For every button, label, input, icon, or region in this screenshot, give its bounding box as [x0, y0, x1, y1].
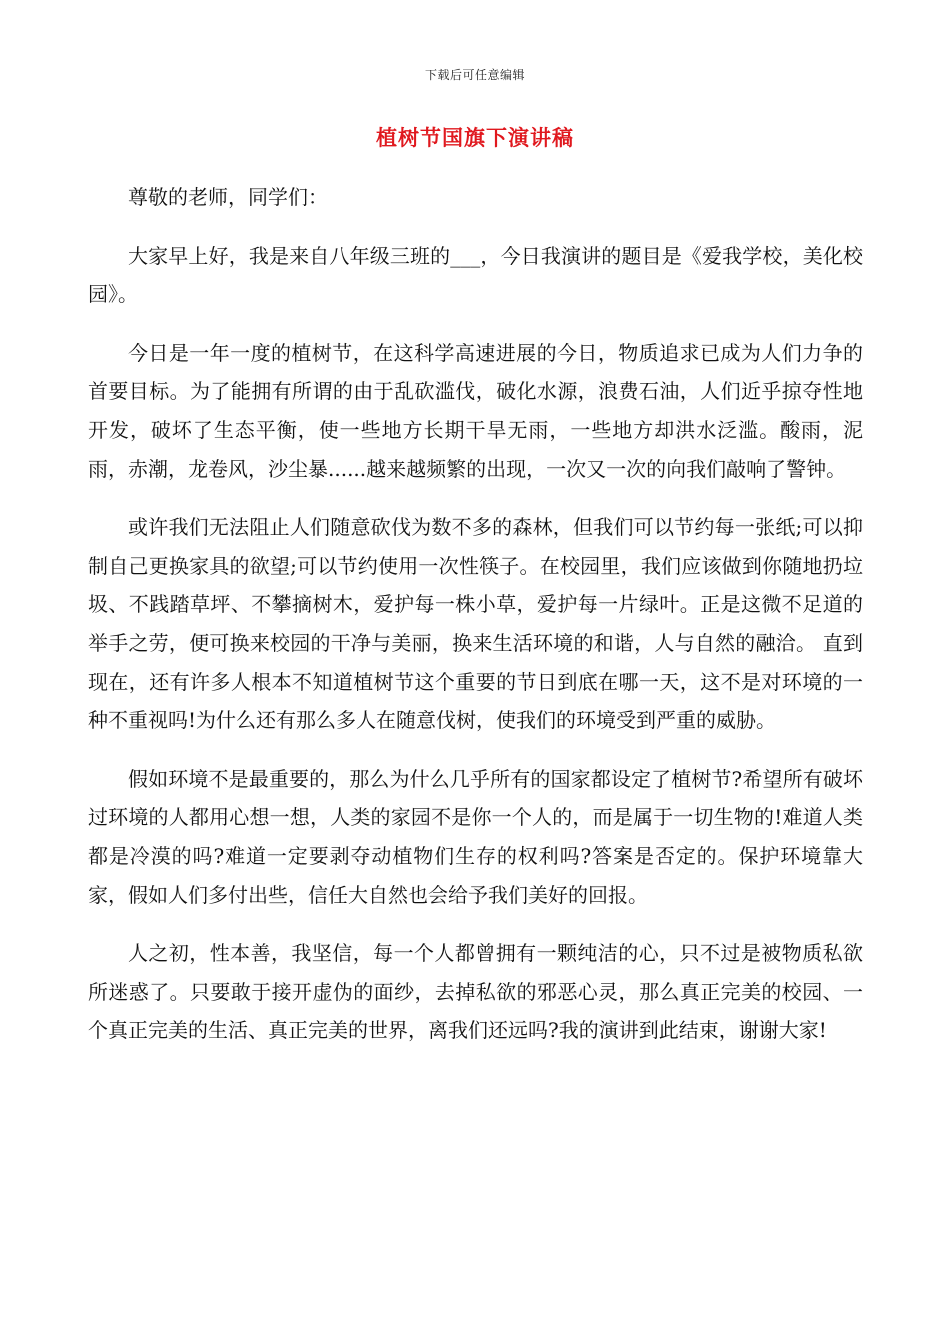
document-title: 植树节国旗下演讲稿 [376, 125, 574, 150]
paragraph-greeting: 尊敬的老师，同学们： [128, 185, 328, 209]
paragraph-environment: 今日是一年一度的植树节，在这科学高速进展的今日，物质追求已成为人们力争的首要目标。为了能拥有所谓的由于乱砍滥伐，破化水源，浪费石油，人们近乎掠夺性地开发，破坏了生态平衡，使一些地方长期干旱无雨，一些地方却洪水泛滥。酸雨，泥雨，赤潮，龙卷风，沙尘暴......越来越频繁的出现，一次又一次的向我们敲响了警钟。 [88, 340, 863, 481]
paragraph-actions: 或许我们无法阻止人们随意砍伐为数不多的森林，但我们可以节约每一张纸;可以抑制自己更换家具的欲望;可以节约使用一次性筷子。在校园里，我们应该做到你随地扔垃圾、不践踏草坪、不攀摘树木，爱护每一株小草，爱护每一片绿叶。正是这微不足道的举手之劳，便可换来校园的干净与美丽，换来生活环境的和谐，人与自然的融洽。 直到现在，还有许多人根本不知道植树节这个重要的节日到底在哪一天，这不是对环境的一种不重视吗!为什么还有那么多人在随意伐树，使我们的环境受到严重的威胁。 [88, 515, 863, 733]
paragraph-intro: 大家早上好，我是来自八年级三班的___，今日我演讲的题目是《爱我学校，美化校园》。 [88, 243, 863, 307]
header-note: 下载后可任意编辑 [424, 68, 525, 82]
document-body [88, 178, 863, 1070]
paragraph-reflection: 假如环境不是最重要的，那么为什么几乎所有的国家都设定了植树节?希望所有破坏过环境的人都用心想一想，人类的家园不是你一个人的，而是属于一切生物的!难道人类都是冷漠的吗?难道一定要剥夺动植物们生存的权利吗?答案是否定的。保护环境靠大家，假如人们多付出些，信任大自然也会给予我们美好的回报。 [88, 766, 863, 907]
paragraph-closing: 人之初，性本善，我坚信，每一个人都曾拥有一颗纯洁的心，只不过是被物质私欲所迷惑了。只要敢于接开虚伪的面纱，去掉私欲的邪恶心灵，那么真正完美的校园、一个真正完美的生活、真正完美的世界，离我们还远吗?我的演讲到此结束，谢谢大家! [88, 941, 863, 1043]
